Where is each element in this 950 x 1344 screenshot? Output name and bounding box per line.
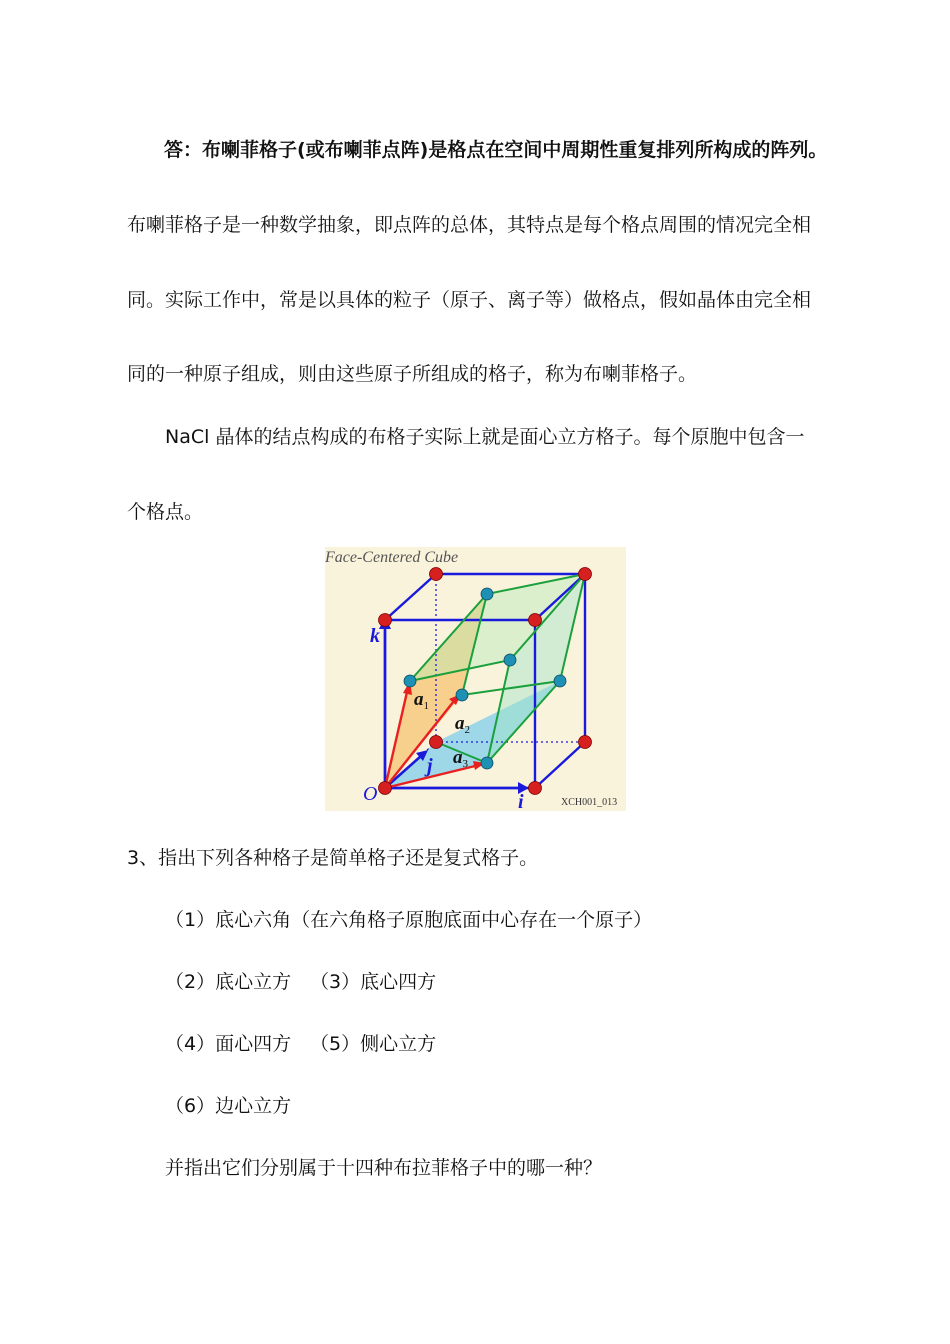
corner-atom	[579, 736, 592, 749]
answer-paragraph-2-line-1: NaCl 晶体的结点构成的布格子实际上就是面心立方格子。每个原胞中包含一	[165, 426, 805, 448]
answer-paragraph-1-line-3: 同的一种原子组成，则由这些原子所组成的格子，称为布喇菲格子。	[127, 363, 698, 385]
figure-title: Face-Centered Cube	[325, 549, 459, 566]
question-item-1: （1）底心六角（在六角格子原胞底面中心存在一个原子）	[165, 909, 653, 931]
corner-atom	[430, 736, 443, 749]
question-followup: 并指出它们分别属于十四种布拉菲格子中的哪一种？	[165, 1157, 603, 1179]
answer-paragraph-2-line-2: 个格点。	[127, 501, 204, 523]
origin-label: O	[363, 783, 378, 805]
figure-code: XCH001_013	[561, 797, 618, 808]
face-atom	[554, 675, 566, 687]
axis-label-i: i	[518, 791, 524, 811]
vector-label-a3: $a_3$	[453, 747, 468, 770]
face-atom	[504, 654, 516, 666]
axis-label-j: j	[427, 755, 433, 777]
face-atom	[456, 689, 468, 701]
question-item-2: （2）底心立方	[165, 971, 292, 993]
vector-label-a1: $a_1$	[414, 689, 429, 712]
question-item-5: （5）侧心立方	[310, 1033, 437, 1055]
face-atom	[481, 588, 493, 600]
face-atom	[481, 757, 493, 769]
answer-paragraph-1-line-1: 布喇菲格子是一种数学抽象，即点阵的总体，其特点是每个格点周围的情况完全相	[127, 214, 812, 236]
corner-atom	[379, 782, 392, 795]
face-centered-cube-figure	[325, 547, 626, 811]
corner-atom	[430, 568, 443, 581]
corner-atom	[529, 614, 542, 627]
question-title: 3、指出下列各种格子是简单格子还是复式格子。	[127, 847, 539, 869]
corner-atom	[529, 782, 542, 795]
question-item-4: （4）面心四方	[165, 1033, 292, 1055]
corner-atom	[379, 614, 392, 627]
answer-paragraph-1-line-2: 同。实际工作中，常是以具体的粒子（原子、离子等）做格点，假如晶体由完全相	[127, 289, 812, 311]
vector-label-a2: $a_2$	[455, 713, 470, 736]
corner-atom	[579, 568, 592, 581]
axis-label-k: k	[370, 625, 380, 647]
question-item-3: （3）底心四方	[310, 971, 437, 993]
answer-heading: 答：布喇菲格子(或布喇菲点阵)是格点在空间中周期性重复排列所构成的阵列。	[164, 139, 828, 161]
face-atom	[404, 675, 416, 687]
question-item-6: （6）边心立方	[165, 1095, 292, 1117]
